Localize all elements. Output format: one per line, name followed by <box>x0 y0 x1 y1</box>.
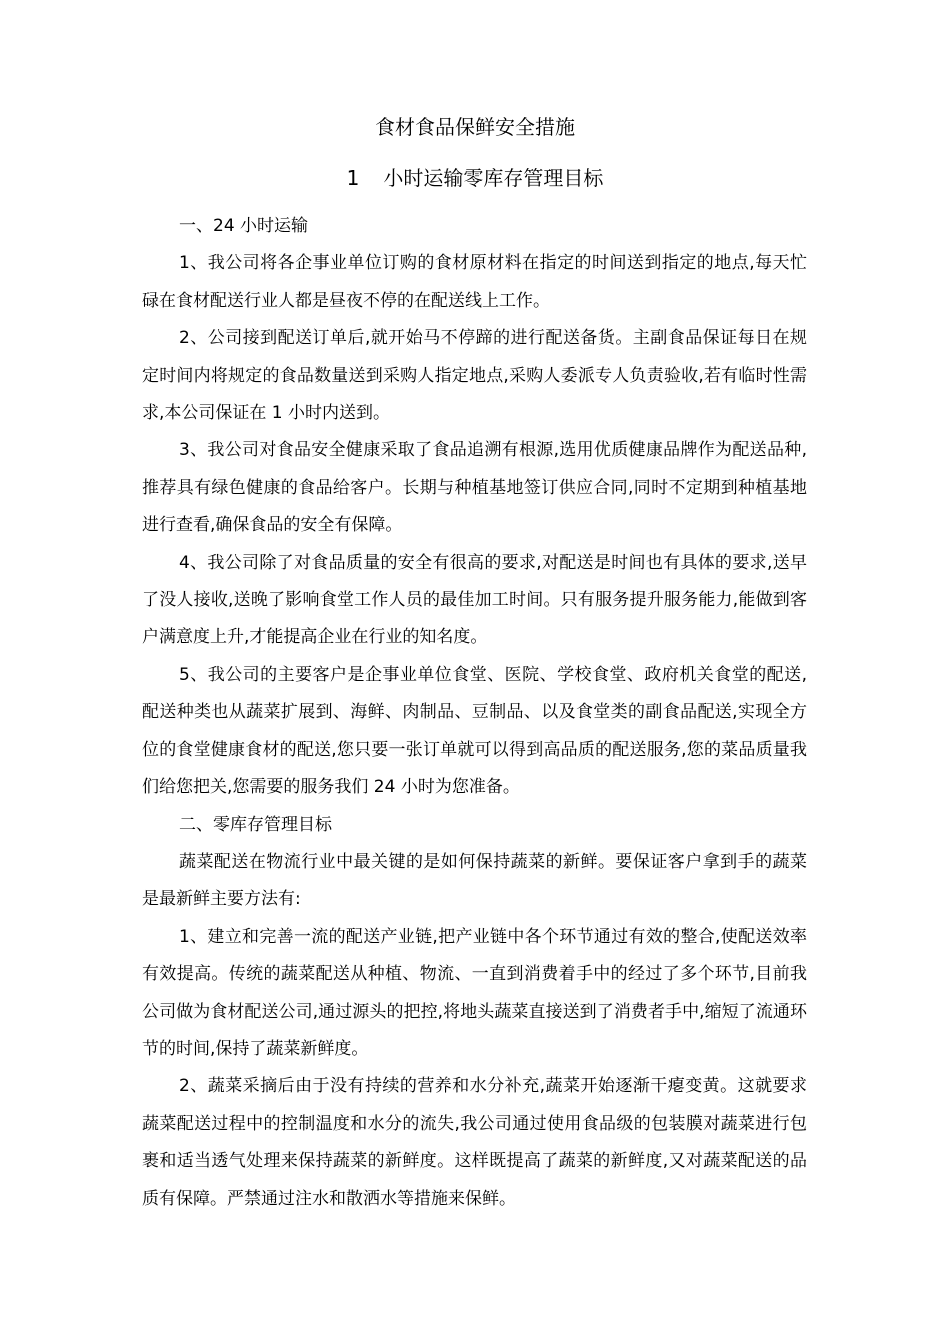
document-title: 食材食品保鲜安全措施 <box>375 115 575 139</box>
paragraph: 1、我公司将各企事业单位订购的食材原材料在指定的时间送到指定的地点,每天忙碌在食材配送行业人都是昼夜不停的在配送线上工作。 <box>142 253 807 311</box>
paragraph: 2、公司接到配送订单后,就开始马不停蹄的进行配送备货。主副食品保证每日在规定时间内将规定的食品数量送到采购人指定地点,采购人委派专人负责验收,若有临时性需求,本公司保证在 1 小时内送到。 <box>142 328 807 424</box>
paragraph: 蔬菜配送在物流行业中最关键的是如何保持蔬菜的新鲜。要保证客户拿到手的蔬菜是最新鲜主要方法有: <box>142 851 807 910</box>
document-subtitle <box>0 165 950 191</box>
paragraph: 3、我公司对食品安全健康采取了食品追溯有根源,选用优质健康品牌作为配送品种,推荐具有绿色健康的食品给客户。长期与种植基地签订供应合同,同时不定期到种植基地进行查看,确保食品的安全有保障。 <box>142 440 807 536</box>
paragraph: 1、建立和完善一流的配送产业链,把产业链中各个环节通过有效的整合,使配送效率有效提高。传统的蔬菜配送从种植、物流、一直到消费着手中的经过了多个环节,目前我公司做为食材配送公司,通过源头的把控,将地头蔬菜直接送到了消费者手中,缩短了流通环节的时间,保持了蔬菜新鲜度。 <box>142 926 807 1059</box>
document-body <box>142 208 807 1218</box>
section-heading-inventory: 二、零库存管理目标 <box>179 814 332 835</box>
subtitle-text: 小时运输零库存管理目标 <box>383 166 604 190</box>
section-heading-transport: 一、24 小时运输 <box>179 216 309 236</box>
subtitle-number: 1 <box>346 166 360 190</box>
paragraph: 5、我公司的主要客户是企事业单位食堂、医院、学校食堂、政府机关食堂的配送,配送种类也从蔬菜扩展到、海鲜、肉制品、豆制品、以及食堂类的副食品配送,实现全方位的食堂健康食材的配送,您只要一张订单就可以得到高品质的配送服务,您的菜品质量我们给您把关,您需要的服务我们 24 小时为您准备。 <box>142 664 807 798</box>
paragraph: 4、我公司除了对食品质量的安全有很高的要求,对配送是时间也有具体的要求,送早了没人接收,送晚了影响食堂工作人员的最佳加工时间。只有服务提升服务能力,能做到客户满意度上升,才能提高企业在行业的知名度。 <box>142 552 807 648</box>
paragraph: 2、蔬菜采摘后由于没有持续的营养和水分补充,蔬菜开始逐渐干瘪变黄。这就要求蔬菜配送过程中的控制温度和水分的流失,我公司通过使用食品级的包装膜对蔬菜进行包裹和适当透气处理来保持蔬菜的新鲜度。这样既提高了蔬菜的新鲜度,又对蔬菜配送的品质有保障。严禁通过注水和散洒水等措施来保鲜。 <box>142 1076 807 1209</box>
